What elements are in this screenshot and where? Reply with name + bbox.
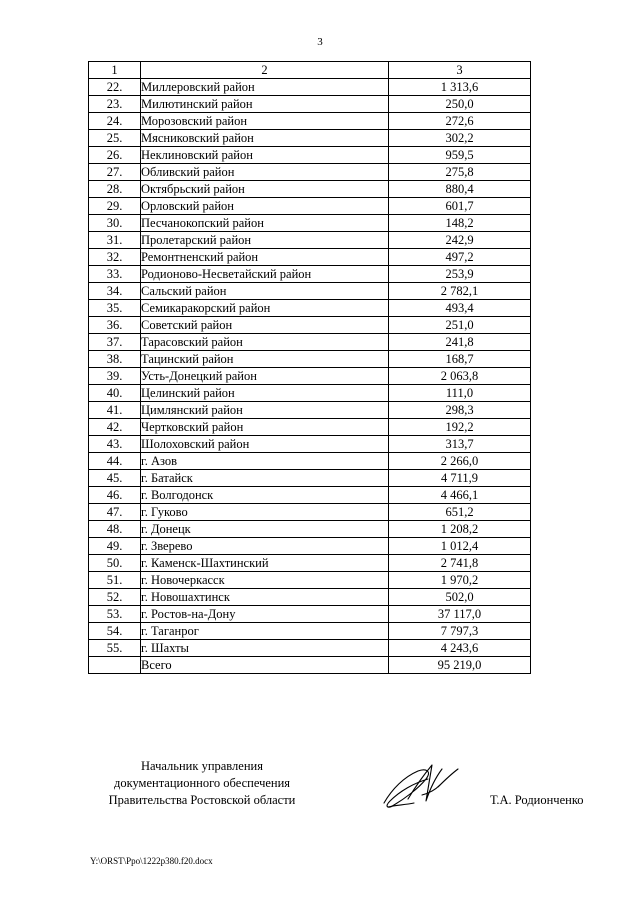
table-row bbox=[89, 538, 531, 555]
table-row bbox=[89, 640, 531, 657]
table-row bbox=[89, 402, 531, 419]
position-line-2: документационного обеспечения bbox=[113, 776, 291, 790]
header-col-3: 3 bbox=[389, 62, 531, 79]
row-value: 4 466,1 bbox=[389, 487, 531, 504]
row-name: г. Азов bbox=[141, 453, 389, 470]
row-name: г. Зверево bbox=[141, 538, 389, 555]
row-value: 272,6 bbox=[389, 113, 531, 130]
row-number: 35. bbox=[89, 300, 141, 317]
handwritten-signature-icon bbox=[378, 759, 470, 815]
row-value: 493,4 bbox=[389, 300, 531, 317]
row-number: 55. bbox=[89, 640, 141, 657]
row-number: 29. bbox=[89, 198, 141, 215]
row-value: 111,0 bbox=[389, 385, 531, 402]
row-number: 24. bbox=[89, 113, 141, 130]
row-value: 1 012,4 bbox=[389, 538, 531, 555]
table-row bbox=[89, 283, 531, 300]
row-number: 28. bbox=[89, 181, 141, 198]
row-value: 959,5 bbox=[389, 147, 531, 164]
table-row bbox=[89, 521, 531, 538]
table-row bbox=[89, 589, 531, 606]
row-name: Тацинский район bbox=[141, 351, 389, 368]
row-name: г. Волгодонск bbox=[141, 487, 389, 504]
row-number: 42. bbox=[89, 419, 141, 436]
table-header-row bbox=[89, 62, 531, 79]
row-name: Целинский район bbox=[141, 385, 389, 402]
row-name: Миллеровский район bbox=[141, 79, 389, 96]
table-row bbox=[89, 215, 531, 232]
row-number: 23. bbox=[89, 96, 141, 113]
table-row bbox=[89, 164, 531, 181]
row-number: 41. bbox=[89, 402, 141, 419]
table-row bbox=[89, 300, 531, 317]
row-number: 22. bbox=[89, 79, 141, 96]
row-number: 43. bbox=[89, 436, 141, 453]
row-name: Милютинский район bbox=[141, 96, 389, 113]
row-number: 50. bbox=[89, 555, 141, 572]
table-row bbox=[89, 266, 531, 283]
row-number: 44. bbox=[89, 453, 141, 470]
row-value: 250,0 bbox=[389, 96, 531, 113]
table-body bbox=[89, 62, 531, 674]
row-value: 7 797,3 bbox=[389, 623, 531, 640]
row-name: Сальский район bbox=[141, 283, 389, 300]
row-number: 39. bbox=[89, 368, 141, 385]
allocation-table bbox=[88, 61, 531, 674]
table-row bbox=[89, 249, 531, 266]
row-name: г. Новочеркасск bbox=[141, 572, 389, 589]
table-row bbox=[89, 385, 531, 402]
row-value: 2 782,1 bbox=[389, 283, 531, 300]
row-number: 36. bbox=[89, 317, 141, 334]
row-number: 26. bbox=[89, 147, 141, 164]
row-value: 192,2 bbox=[389, 419, 531, 436]
table-row bbox=[89, 419, 531, 436]
row-value: 497,2 bbox=[389, 249, 531, 266]
row-value: 241,8 bbox=[389, 334, 531, 351]
signature-block bbox=[86, 758, 318, 809]
row-name: Родионово-Несветайский район bbox=[141, 266, 389, 283]
row-value: 313,7 bbox=[389, 436, 531, 453]
row-value: 2 063,8 bbox=[389, 368, 531, 385]
table-row bbox=[89, 334, 531, 351]
row-value: 148,2 bbox=[389, 215, 531, 232]
row-number: 32. bbox=[89, 249, 141, 266]
row-number: 54. bbox=[89, 623, 141, 640]
row-value: 275,8 bbox=[389, 164, 531, 181]
table-row bbox=[89, 147, 531, 164]
row-number: 40. bbox=[89, 385, 141, 402]
row-number: 25. bbox=[89, 130, 141, 147]
row-name: Чертковский район bbox=[141, 419, 389, 436]
table-row bbox=[89, 351, 531, 368]
row-name: Обливский район bbox=[141, 164, 389, 181]
table-row bbox=[89, 623, 531, 640]
row-name: г. Каменск-Шахтинский bbox=[141, 555, 389, 572]
row-value: 1 313,6 bbox=[389, 79, 531, 96]
row-value: 651,2 bbox=[389, 504, 531, 521]
row-number: 33. bbox=[89, 266, 141, 283]
table-row bbox=[89, 130, 531, 147]
row-value: 251,0 bbox=[389, 317, 531, 334]
row-value: 302,2 bbox=[389, 130, 531, 147]
row-value: 880,4 bbox=[389, 181, 531, 198]
row-name: г. Ростов-на-Дону bbox=[141, 606, 389, 623]
row-value: 168,7 bbox=[389, 351, 531, 368]
row-name: г. Новошахтинск bbox=[141, 589, 389, 606]
row-name: Мясниковский район bbox=[141, 130, 389, 147]
row-name: г. Донецк bbox=[141, 521, 389, 538]
table-row bbox=[89, 436, 531, 453]
row-name: г. Таганрог bbox=[141, 623, 389, 640]
row-value: 4 711,9 bbox=[389, 470, 531, 487]
row-name: Ремонтненский район bbox=[141, 249, 389, 266]
row-number: 38. bbox=[89, 351, 141, 368]
row-value: 2 266,0 bbox=[389, 453, 531, 470]
row-number: 46. bbox=[89, 487, 141, 504]
row-name: Пролетарский район bbox=[141, 232, 389, 249]
table-row bbox=[89, 572, 531, 589]
row-name: Морозовский район bbox=[141, 113, 389, 130]
table-row bbox=[89, 453, 531, 470]
table-row bbox=[89, 79, 531, 96]
table-row bbox=[89, 368, 531, 385]
table-row bbox=[89, 198, 531, 215]
row-number: 51. bbox=[89, 572, 141, 589]
table-row bbox=[89, 504, 531, 521]
row-name: Шолоховский район bbox=[141, 436, 389, 453]
row-number: 53. bbox=[89, 606, 141, 623]
table-total-row bbox=[89, 657, 531, 674]
row-number: 27. bbox=[89, 164, 141, 181]
row-value: 4 243,6 bbox=[389, 640, 531, 657]
row-value: 242,9 bbox=[389, 232, 531, 249]
row-number: 52. bbox=[89, 589, 141, 606]
row-number: 47. bbox=[89, 504, 141, 521]
row-value: 37 117,0 bbox=[389, 606, 531, 623]
table-row bbox=[89, 181, 531, 198]
table-row bbox=[89, 317, 531, 334]
table-row bbox=[89, 470, 531, 487]
row-name: г. Шахты bbox=[141, 640, 389, 657]
table-row bbox=[89, 96, 531, 113]
table-row bbox=[89, 555, 531, 572]
header-col-2: 2 bbox=[141, 62, 389, 79]
row-name: Тарасовский район bbox=[141, 334, 389, 351]
row-value: 2 741,8 bbox=[389, 555, 531, 572]
footer-file-path: Y:\ORST\Ppo\1222p380.f20.docx bbox=[90, 856, 213, 866]
row-name: Октябрьский район bbox=[141, 181, 389, 198]
row-value: 253,9 bbox=[389, 266, 531, 283]
position-line-3: Правительства Ростовской области bbox=[108, 793, 296, 807]
row-number: 30. bbox=[89, 215, 141, 232]
row-value: 1 970,2 bbox=[389, 572, 531, 589]
row-number: 48. bbox=[89, 521, 141, 538]
row-name: Неклиновский район bbox=[141, 147, 389, 164]
row-number: 31. bbox=[89, 232, 141, 249]
position-line-1: Начальник управления bbox=[141, 759, 263, 773]
page-number: 3 bbox=[317, 36, 323, 48]
row-number: 37. bbox=[89, 334, 141, 351]
row-name: Цимлянский район bbox=[141, 402, 389, 419]
row-name: г. Гуково bbox=[141, 504, 389, 521]
table-row bbox=[89, 113, 531, 130]
table-row bbox=[89, 606, 531, 623]
row-name: Советский район bbox=[141, 317, 389, 334]
row-name: Усть-Донецкий район bbox=[141, 368, 389, 385]
row-name: Орловский район bbox=[141, 198, 389, 215]
row-value: 1 208,2 bbox=[389, 521, 531, 538]
row-number: 45. bbox=[89, 470, 141, 487]
row-value: 298,3 bbox=[389, 402, 531, 419]
table-row bbox=[89, 487, 531, 504]
row-number: 34. bbox=[89, 283, 141, 300]
row-name: г. Батайск bbox=[141, 470, 389, 487]
row-value: 502,0 bbox=[389, 589, 531, 606]
row-number: 49. bbox=[89, 538, 141, 555]
table-row bbox=[89, 232, 531, 249]
signer-name: Т.А. Родионченко bbox=[490, 793, 584, 807]
row-number bbox=[89, 657, 141, 674]
row-value: 601,7 bbox=[389, 198, 531, 215]
row-name: Семикаракорский район bbox=[141, 300, 389, 317]
row-name: Всего bbox=[141, 657, 389, 674]
row-name: Песчанокопский район bbox=[141, 215, 389, 232]
row-value: 95 219,0 bbox=[389, 657, 531, 674]
header-col-1: 1 bbox=[89, 62, 141, 79]
